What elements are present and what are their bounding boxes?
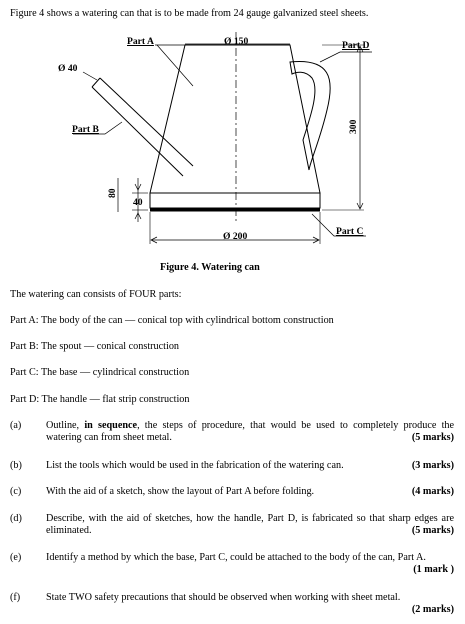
question-f-marks: (2 marks) — [411, 604, 454, 615]
question-c-marks: (4 marks) — [411, 486, 454, 497]
question-c-label: (c) — [10, 486, 22, 497]
intro-text: Figure 4 shows a watering can that is to be made from 24 gauge galvanized steel sheets. — [10, 8, 369, 19]
question-f-text: State TWO safety precautions that should be observed when working with sheet metal. — [46, 592, 401, 603]
part-d-description: Part D: The handle — flat strip construction — [10, 394, 190, 405]
spout-upper-edge — [100, 78, 193, 166]
question-a-marks: (5 marks) — [411, 432, 454, 443]
question-d-text: Describe, with the aid of sketches, how the handle, Part D, is fabricated so that sharp edges are eliminated. — [46, 513, 454, 536]
question-a-label: (a) — [10, 420, 22, 431]
question-a-text: Outline, in sequence, the steps of procedure, that would be used to completely produce the watering can from sheet metal. — [46, 420, 455, 443]
label-part-a: Part A — [127, 36, 154, 47]
label-dim-80: 80 — [107, 188, 118, 198]
handle — [290, 61, 330, 170]
part-b-description: Part B: The spout — conical construction — [10, 341, 180, 352]
label-part-b: Part B — [72, 124, 99, 135]
question-b-marks: (3 marks) — [411, 460, 454, 471]
label-dim-300: 300 — [348, 119, 359, 134]
question-b-text: List the tools which would be used in the fabrication of the watering can. — [46, 460, 344, 471]
leader-part-a — [157, 45, 193, 86]
leader-part-d — [320, 52, 372, 62]
question-e-text: Identify a method by which the base, Part C, could be attached to the body of the can, Part A. — [46, 552, 426, 563]
question-e-marks: (1 mark ) — [413, 564, 454, 575]
question-b-label: (b) — [10, 460, 22, 471]
leader-dia-40 — [83, 72, 97, 80]
parts-intro: The watering can consists of FOUR parts: — [10, 289, 182, 300]
part-a-description: Part A: The body of the can — conical top with cylindrical bottom construction — [10, 315, 334, 326]
part-c-description: Part C: The base — cylindrical construction — [10, 367, 190, 378]
question-d-marks: (5 marks) — [411, 525, 454, 536]
question-f-label: (f) — [10, 592, 21, 603]
label-dia-200: Ø 200 — [223, 231, 248, 242]
figure-caption: Figure 4. Watering can — [160, 262, 260, 273]
label-part-d: Part D — [342, 40, 370, 51]
can-body-cylinder — [150, 193, 320, 208]
question-d-label: (d) — [10, 513, 22, 524]
label-dim-40: 40 — [133, 197, 143, 208]
question-e-label: (e) — [10, 552, 22, 563]
label-part-c: Part C — [336, 226, 364, 237]
spout-lower-edge — [92, 87, 183, 176]
question-c-text: With the aid of a sketch, show the layout of Part A before folding. — [46, 486, 315, 497]
label-dia-40: Ø 40 — [58, 63, 78, 74]
can-body-conical — [150, 45, 320, 193]
label-dia-150: Ø 150 — [224, 36, 249, 47]
